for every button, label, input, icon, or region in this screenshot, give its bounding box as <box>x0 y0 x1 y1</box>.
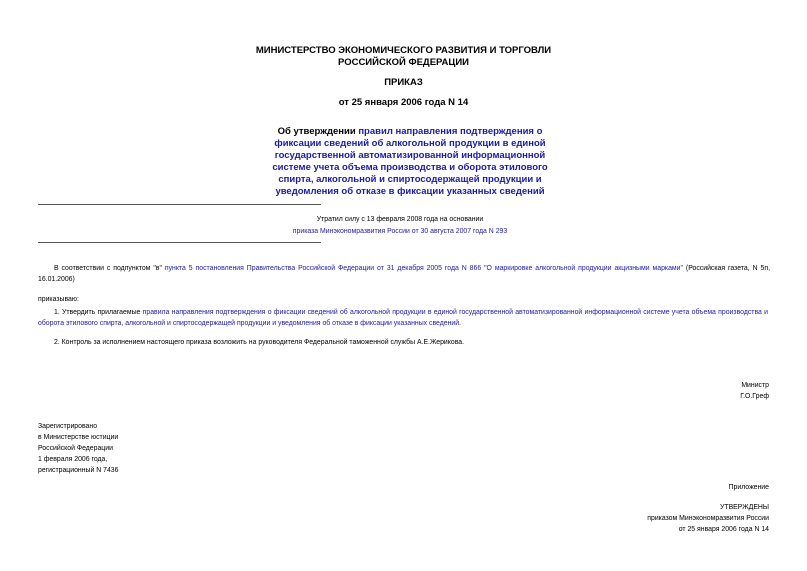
order-item-2: 2. Контроль за исполнением настоящего приказа возложить на руководителя Федеральной таможенной службы А.Е.Жерикова. <box>54 339 465 346</box>
rules-link[interactable]: правила направления подтверждения о фиксации сведений об алкогольной продукции в единой государственной автоматизированной информационной системе учета объема производства и оборота этилового спирта, алкогольной и спиртосодержащей продукции и уведомления об отказе в фиксации указанных сведений <box>38 309 768 327</box>
status-line-1: Утратил силу с 13 февраля 2008 года на основании <box>316 216 484 223</box>
status-top-rule <box>38 204 321 205</box>
document-title <box>256 126 564 198</box>
appendix-order-date: от 25 января 2006 года N 14 <box>678 526 769 533</box>
item-1-prefix: 1. Утвердить прилагаемые <box>54 309 143 316</box>
signature-block <box>740 380 769 402</box>
item-1-suffix: . <box>459 320 462 327</box>
status-link[interactable]: приказа Минэкономразвития России от 30 августа 2007 года N 293 <box>292 228 508 235</box>
appendix-label: Приложение <box>728 484 769 491</box>
registration-block <box>38 421 118 476</box>
paragraph-1-prefix: В соответствии с подпунктом "в" <box>54 265 165 272</box>
registration-line-1: Зарегистрировано <box>38 423 98 430</box>
appendix-by-order: приказом Минэкономразвития России <box>647 515 769 522</box>
document-date-number: от 25 января 2006 года N 14 <box>338 97 469 108</box>
ministry-line-1: МИНИСТЕРСТВО ЭКОНОМИЧЕСКОГО РАЗВИТИЯ И ТОРГОВЛИ <box>255 45 552 56</box>
paragraph-legal-basis <box>38 263 770 285</box>
title-prefix: Об утверждении <box>277 126 359 137</box>
ministry-line-2: РОССИЙСКОЙ ФЕДЕРАЦИИ <box>337 57 469 68</box>
signature-position: Министр <box>741 382 769 389</box>
appendix-approved: УТВЕРЖДЕНЫ <box>720 504 769 511</box>
status-bottom-rule <box>38 242 321 243</box>
registration-line-2: в Министерстве юстиции <box>38 434 119 441</box>
order-word: приказываю: <box>38 296 79 303</box>
order-item-1 <box>38 307 768 329</box>
government-decree-link[interactable]: пункта 5 постановления Правительства Российской Федерации от 31 декабря 2005 года N 866 "О маркировке алкогольной продукции акцизными марками" <box>164 265 683 272</box>
ministry-heading <box>0 45 807 69</box>
appendix-approval-block <box>647 502 769 535</box>
registration-line-5: регистрационный N 7436 <box>38 467 119 474</box>
signature-name: Г.О.Греф <box>740 393 769 400</box>
document-type: ПРИКАЗ <box>384 77 423 88</box>
registration-line-4: 1 февраля 2006 года, <box>38 456 108 463</box>
title-link[interactable]: правил направления подтверждения о фиксации сведений об алкогольной продукции в единой государственной автоматизированной информационной системе учета объема производства и оборота этилового спирта, алкогольной и спиртосодержащей продукции и уведомления об отказе в фиксации указанных сведений <box>272 126 548 197</box>
paragraph-1-suffix: (Российская газета, N 5п, 16.01.2006) <box>38 265 770 283</box>
registration-line-3: Российской Федерации <box>38 445 113 452</box>
